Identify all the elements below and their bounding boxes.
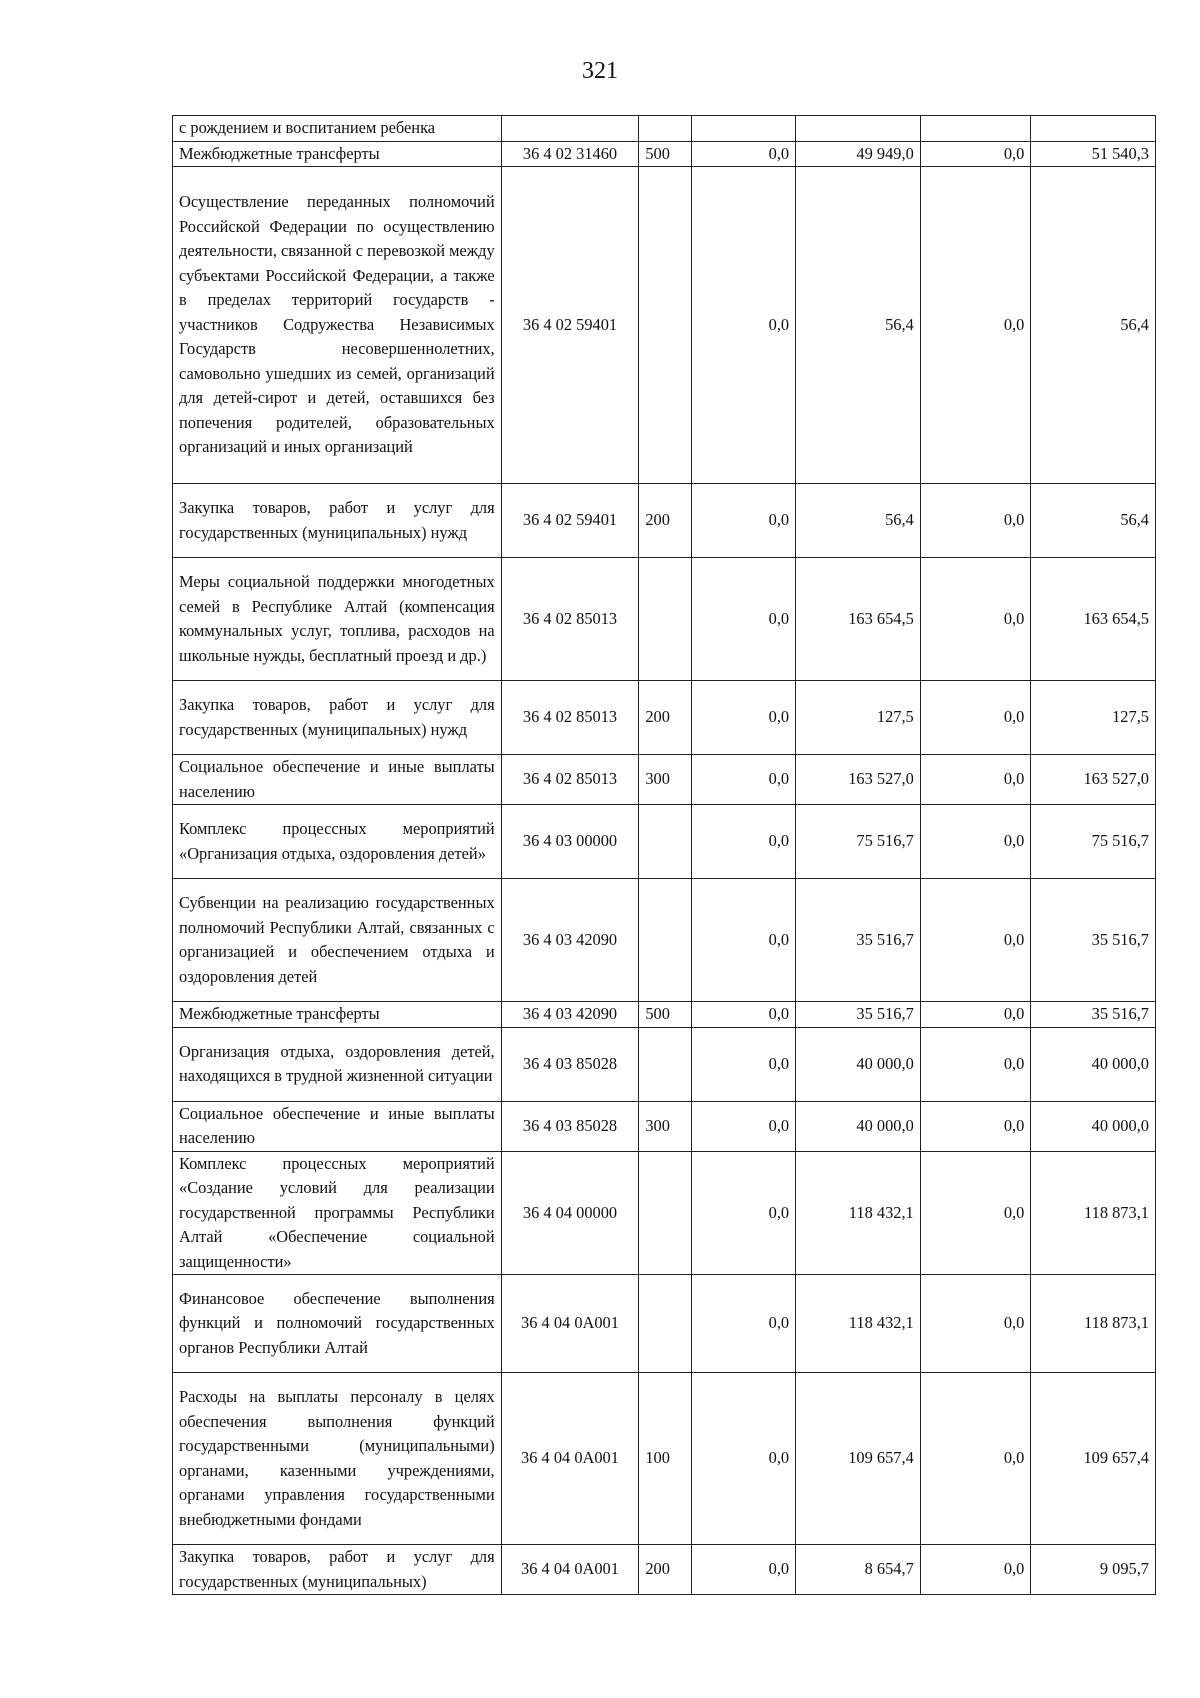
row-expense-type-cell: 100 — [639, 1373, 691, 1545]
row-value-4-cell: 118 873,1 — [1031, 1151, 1156, 1275]
row-expense-type-cell — [639, 1275, 691, 1373]
row-name-cell: Меры социальной поддержки многодетных семей в Республике Алтай (компенсация коммунальных услуг, топлива, расходов на школьные нужды, бесплатный проезд и др.) — [173, 558, 502, 681]
row-value-3-cell: 0,0 — [920, 1545, 1031, 1595]
row-value-1-cell: 0,0 — [691, 141, 796, 167]
table-row — [173, 1002, 1156, 1028]
row-value-3-cell: 0,0 — [920, 1101, 1031, 1151]
row-code-cell: 36 4 03 85028 — [501, 1027, 639, 1101]
row-value-3-cell: 0,0 — [920, 141, 1031, 167]
row-value-1-cell: 0,0 — [691, 879, 796, 1002]
row-value-3-cell: 0,0 — [920, 879, 1031, 1002]
row-value-2-cell: 49 949,0 — [796, 141, 921, 167]
row-value-1-cell: 0,0 — [691, 805, 796, 879]
row-name-cell: Закупка товаров, работ и услуг для государственных (муниципальных) нужд — [173, 484, 502, 558]
row-value-3-cell: 0,0 — [920, 1373, 1031, 1545]
row-value-2-cell: 127,5 — [796, 681, 921, 755]
row-value-4-cell: 163 654,5 — [1031, 558, 1156, 681]
row-name-cell: Комплекс процессных мероприятий «Организация отдыха, оздоровления детей» — [173, 805, 502, 879]
row-value-4-cell: 56,4 — [1031, 167, 1156, 484]
table-row — [173, 681, 1156, 755]
row-value-1-cell: 0,0 — [691, 1101, 796, 1151]
table-row — [173, 1373, 1156, 1545]
row-value-2-cell: 8 654,7 — [796, 1545, 921, 1595]
row-value-2-cell — [796, 116, 921, 142]
row-value-3-cell: 0,0 — [920, 755, 1031, 805]
table-row — [173, 1027, 1156, 1101]
row-code-cell: 36 4 02 85013 — [501, 681, 639, 755]
row-value-3-cell — [920, 116, 1031, 142]
table-row — [173, 1275, 1156, 1373]
row-expense-type-cell: 300 — [639, 755, 691, 805]
row-value-2-cell: 56,4 — [796, 167, 921, 484]
row-value-3-cell: 0,0 — [920, 558, 1031, 681]
row-expense-type-cell — [639, 1027, 691, 1101]
row-value-1-cell: 0,0 — [691, 484, 796, 558]
row-value-2-cell: 75 516,7 — [796, 805, 921, 879]
row-value-3-cell: 0,0 — [920, 1275, 1031, 1373]
row-value-1-cell: 0,0 — [691, 755, 796, 805]
row-expense-type-cell: 200 — [639, 484, 691, 558]
row-value-3-cell: 0,0 — [920, 805, 1031, 879]
row-expense-type-cell: 300 — [639, 1101, 691, 1151]
row-value-4-cell: 109 657,4 — [1031, 1373, 1156, 1545]
table-row — [173, 879, 1156, 1002]
table-row — [173, 141, 1156, 167]
table-row — [173, 167, 1156, 484]
row-value-3-cell: 0,0 — [920, 1002, 1031, 1028]
row-value-2-cell: 35 516,7 — [796, 1002, 921, 1028]
row-code-cell: 36 4 04 0А001 — [501, 1275, 639, 1373]
row-expense-type-cell: 500 — [639, 1002, 691, 1028]
row-value-2-cell: 163 654,5 — [796, 558, 921, 681]
row-name-cell: Межбюджетные трансферты — [173, 141, 502, 167]
row-name-cell: Закупка товаров, работ и услуг для государственных (муниципальных) — [173, 1545, 502, 1595]
row-code-cell: 36 4 03 42090 — [501, 879, 639, 1002]
row-value-2-cell: 109 657,4 — [796, 1373, 921, 1545]
row-name-cell: Субвенции на реализацию государственных полномочий Республики Алтай, связанных с организацией и обеспечением отдыха и оздоровления детей — [173, 879, 502, 1002]
row-code-cell: 36 4 02 59401 — [501, 167, 639, 484]
table-row — [173, 805, 1156, 879]
row-expense-type-cell — [639, 116, 691, 142]
row-value-1-cell: 0,0 — [691, 167, 796, 484]
row-code-cell: 36 4 04 00000 — [501, 1151, 639, 1275]
row-name-cell: Комплекс процессных мероприятий «Создание условий для реализации государственной программы Республики Алтай «Обеспечение социальной защищенности» — [173, 1151, 502, 1275]
table-row — [173, 484, 1156, 558]
row-value-2-cell: 40 000,0 — [796, 1101, 921, 1151]
table-row — [173, 755, 1156, 805]
row-value-4-cell: 35 516,7 — [1031, 879, 1156, 1002]
row-value-1-cell: 0,0 — [691, 1275, 796, 1373]
row-name-cell: Социальное обеспечение и иные выплаты населению — [173, 755, 502, 805]
row-value-1-cell: 0,0 — [691, 1373, 796, 1545]
row-value-1-cell: 0,0 — [691, 1002, 796, 1028]
row-value-1-cell: 0,0 — [691, 1151, 796, 1275]
row-value-1-cell: 0,0 — [691, 558, 796, 681]
row-value-3-cell: 0,0 — [920, 681, 1031, 755]
row-name-cell: Осуществление переданных полномочий Российской Федерации по осуществлению деятельности, связанной с перевозкой между субъектами Российской Федерации, а также в пределах территорий государств - участников Содружества Независимых Государств несовершеннолетних, самовольно ушедших из семей, организаций для детей-сирот и детей, оставшихся без попечения родителей, образовательных организаций и иных организаций — [173, 167, 502, 484]
row-value-3-cell: 0,0 — [920, 1027, 1031, 1101]
row-expense-type-cell: 500 — [639, 141, 691, 167]
row-expense-type-cell: 200 — [639, 681, 691, 755]
page-number: 321 — [582, 58, 618, 84]
row-value-1-cell: 0,0 — [691, 1545, 796, 1595]
row-value-4-cell: 163 527,0 — [1031, 755, 1156, 805]
row-value-3-cell: 0,0 — [920, 1151, 1031, 1275]
row-value-2-cell: 56,4 — [796, 484, 921, 558]
row-code-cell: 36 4 04 0А001 — [501, 1373, 639, 1545]
row-value-4-cell: 75 516,7 — [1031, 805, 1156, 879]
row-name-cell: Финансовое обеспечение выполнения функций и полномочий государственных органов Республики Алтай — [173, 1275, 502, 1373]
row-code-cell: 36 4 03 85028 — [501, 1101, 639, 1151]
row-name-cell: Закупка товаров, работ и услуг для государственных (муниципальных) нужд — [173, 681, 502, 755]
row-value-3-cell: 0,0 — [920, 484, 1031, 558]
table-row — [173, 1101, 1156, 1151]
row-code-cell: 36 4 03 00000 — [501, 805, 639, 879]
row-value-4-cell: 56,4 — [1031, 484, 1156, 558]
row-expense-type-cell: 200 — [639, 1545, 691, 1595]
table-row — [173, 558, 1156, 681]
row-code-cell: 36 4 02 85013 — [501, 558, 639, 681]
row-name-cell: Организация отдыха, оздоровления детей, находящихся в трудной жизненной ситуации — [173, 1027, 502, 1101]
row-code-cell: 36 4 02 31460 — [501, 141, 639, 167]
row-value-3-cell: 0,0 — [920, 167, 1031, 484]
table-row — [173, 1545, 1156, 1595]
row-value-4-cell: 127,5 — [1031, 681, 1156, 755]
row-value-2-cell: 40 000,0 — [796, 1027, 921, 1101]
row-name-cell: с рождением и воспитанием ребенка — [173, 116, 502, 142]
row-expense-type-cell — [639, 805, 691, 879]
row-value-2-cell: 35 516,7 — [796, 879, 921, 1002]
table-row — [173, 116, 1156, 142]
row-value-4-cell: 40 000,0 — [1031, 1101, 1156, 1151]
row-expense-type-cell — [639, 879, 691, 1002]
row-name-cell: Социальное обеспечение и иные выплаты населению — [173, 1101, 502, 1151]
row-value-4-cell: 9 095,7 — [1031, 1545, 1156, 1595]
row-value-4-cell: 51 540,3 — [1031, 141, 1156, 167]
row-value-4-cell: 40 000,0 — [1031, 1027, 1156, 1101]
row-value-1-cell: 0,0 — [691, 1027, 796, 1101]
row-value-2-cell: 118 432,1 — [796, 1151, 921, 1275]
row-value-1-cell — [691, 116, 796, 142]
row-expense-type-cell — [639, 558, 691, 681]
row-code-cell: 36 4 03 42090 — [501, 1002, 639, 1028]
row-code-cell — [501, 116, 639, 142]
table-row — [173, 1151, 1156, 1275]
row-expense-type-cell — [639, 167, 691, 484]
row-value-2-cell: 163 527,0 — [796, 755, 921, 805]
row-value-4-cell: 118 873,1 — [1031, 1275, 1156, 1373]
row-code-cell: 36 4 02 59401 — [501, 484, 639, 558]
row-value-2-cell: 118 432,1 — [796, 1275, 921, 1373]
row-code-cell: 36 4 02 85013 — [501, 755, 639, 805]
row-code-cell: 36 4 04 0А001 — [501, 1545, 639, 1595]
row-expense-type-cell — [639, 1151, 691, 1275]
row-value-4-cell: 35 516,7 — [1031, 1002, 1156, 1028]
row-value-4-cell — [1031, 116, 1156, 142]
row-value-1-cell: 0,0 — [691, 681, 796, 755]
row-name-cell: Межбюджетные трансферты — [173, 1002, 502, 1028]
row-name-cell: Расходы на выплаты персоналу в целях обеспечения выполнения функций государственными (муниципальными) органами, казенными учреждениями, органами управления государственными внебюджетными фондами — [173, 1373, 502, 1545]
budget-table — [172, 115, 1156, 1595]
